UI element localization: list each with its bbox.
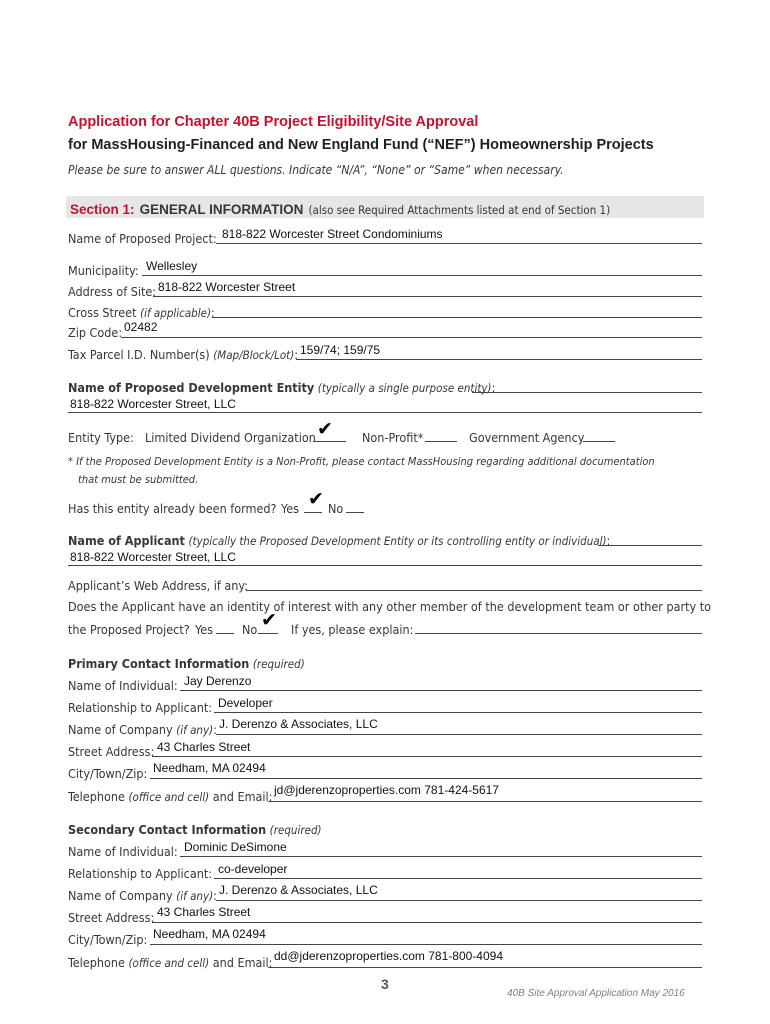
cross-street-label-group	[68, 305, 215, 320]
secondary-individual-label: Name of Individual:	[68, 844, 178, 859]
zip-label: Zip Code:	[68, 325, 123, 340]
identity-no-checkmark-icon: ✔	[261, 609, 277, 631]
web-address-label: Applicant’s Web Address, if any:	[68, 578, 248, 593]
primary-relationship-field[interactable]	[214, 712, 702, 713]
secondary-individual-field[interactable]	[180, 856, 702, 857]
entity-type-ldo-label: Limited Dividend Organization	[145, 430, 316, 445]
secondary-city-label: City/Town/Zip:	[68, 932, 148, 947]
entity-type-govt-field[interactable]	[583, 441, 615, 442]
nonprofit-footnote-line1: * If the Proposed Development Entity is a Non-Profit, please contact MassHousing regarding additional documentation	[68, 455, 655, 468]
secondary-street-label: Street Address:	[68, 910, 155, 925]
primary-individual-label: Name of Individual:	[68, 678, 178, 693]
form-subtitle: for MassHousing-Financed and New England Fund (“NEF”) Homeownership Projects	[68, 137, 654, 153]
secondary-individual-value: Dominic DeSimone	[184, 840, 287, 854]
web-address-field[interactable]	[246, 590, 702, 591]
entity-type-label: Entity Type:	[68, 430, 134, 445]
primary-street-value: 43 Charles Street	[157, 740, 251, 754]
secondary-street-field[interactable]	[152, 922, 702, 923]
primary-phone-note: (office and cell)	[128, 790, 210, 804]
entity-name-note: (typically a single purpose entity)	[317, 381, 492, 395]
parcel-note: (Map/Block/Lot)	[213, 348, 295, 362]
identity-explain-field[interactable]	[415, 633, 702, 634]
parcel-label-group	[68, 347, 298, 362]
secondary-city-field[interactable]	[150, 944, 702, 945]
secondary-city-value: Needham, MA 02494	[153, 927, 266, 941]
cross-street-field[interactable]	[212, 317, 702, 318]
secondary-phone-field[interactable]	[268, 967, 702, 968]
secondary-contact-required: (required)	[269, 823, 322, 837]
parcel-field[interactable]	[296, 359, 702, 360]
applicant-name-note: (typically the Proposed Development Entity or its controlling entity or individual)	[188, 534, 607, 548]
project-name-value: 818-822 Worcester Street Condominiums	[222, 227, 443, 241]
identity-explain-label: If yes, please explain:	[291, 622, 414, 637]
primary-company-note: (if any)	[176, 723, 214, 737]
primary-company-label: Name of Company	[68, 722, 173, 737]
entity-formed-question: Has this entity already been formed?	[68, 501, 277, 516]
address-label: Address of Site:	[68, 284, 157, 299]
zip-value: 02482	[124, 320, 158, 334]
primary-company-value: J. Derenzo & Associates, LLC	[219, 717, 378, 731]
page-number: 3	[381, 976, 389, 992]
secondary-phone-note: (office and cell)	[128, 956, 210, 970]
cross-street-colon: :	[211, 305, 215, 320]
secondary-relationship-label: Relationship to Applicant:	[68, 866, 213, 881]
parcel-label: Tax Parcel I.D. Number(s)	[68, 347, 210, 362]
primary-contact-heading: Primary Contact Information	[68, 656, 250, 671]
footer-doc-title: 40B Site Approval Application May 2016	[507, 988, 685, 999]
zip-field[interactable]	[121, 337, 702, 338]
secondary-phone-label-group	[68, 955, 272, 970]
section-note: (also see Required Attachments listed at end of Section 1)	[308, 203, 611, 217]
municipality-field[interactable]	[142, 275, 702, 276]
primary-contact-heading-group	[68, 656, 305, 671]
secondary-relationship-value: co-developer	[218, 862, 288, 876]
primary-phone-label-group	[68, 789, 272, 804]
entity-type-nonprofit-label: Non-Profit*	[362, 430, 424, 445]
section-name: GENERAL INFORMATION	[139, 202, 304, 217]
parcel-value: 159/74; 159/75	[300, 343, 381, 357]
primary-street-label: Street Address:	[68, 744, 155, 759]
primary-relationship-label: Relationship to Applicant:	[68, 700, 213, 715]
primary-email-label: and Email:	[212, 789, 273, 804]
primary-phone-field[interactable]	[268, 801, 702, 802]
secondary-company-label-group	[68, 888, 217, 903]
applicant-name-value: 818-822 Worcester Street, LLC	[70, 550, 236, 564]
entity-type-nonprofit-field[interactable]	[425, 441, 457, 442]
primary-city-value: Needham, MA 02494	[153, 761, 266, 775]
identity-question-line1: Does the Applicant have an identity of interest with any other member of the development team or other party to	[68, 599, 712, 614]
primary-individual-field[interactable]	[180, 690, 702, 691]
applicant-name-label: Name of Applicant	[68, 533, 185, 548]
primary-company-colon: :	[213, 722, 217, 737]
project-name-field[interactable]	[216, 243, 702, 244]
entity-name-value: 818-822 Worcester Street, LLC	[70, 397, 236, 411]
primary-phone-value: jd@jderenzoproperties.com 781-424-5617	[274, 783, 499, 797]
entity-type-govt-label: Government Agency	[469, 430, 585, 445]
ldo-checkmark-icon: ✔	[317, 418, 333, 440]
identity-no-label: No	[242, 622, 258, 637]
secondary-company-note: (if any)	[176, 889, 214, 903]
secondary-company-field[interactable]	[216, 900, 702, 901]
secondary-contact-heading-group	[68, 822, 322, 837]
primary-contact-required: (required)	[252, 657, 305, 671]
primary-individual-value: Jay Derenzo	[184, 674, 252, 688]
applicant-name-label-group	[68, 533, 610, 548]
primary-company-label-group	[68, 722, 217, 737]
secondary-phone-value: dd@jderenzoproperties.com 781-800-4094	[274, 949, 503, 963]
secondary-phone-label: Telephone	[68, 955, 125, 970]
primary-city-label: City/Town/Zip:	[68, 766, 148, 781]
entity-type-ldo-field[interactable]	[313, 441, 346, 442]
section-label: Section 1:	[70, 202, 135, 217]
project-name-label: Name of Proposed Project:	[68, 231, 217, 246]
municipality-label: Municipality:	[68, 263, 139, 278]
identity-no-field[interactable]	[258, 633, 278, 634]
secondary-contact-heading: Secondary Contact Information	[68, 822, 267, 837]
entity-name-field[interactable]	[68, 412, 702, 413]
entity-name-field-top[interactable]	[472, 392, 702, 393]
parcel-colon: :	[294, 347, 299, 362]
applicant-name-field-top[interactable]	[598, 545, 702, 546]
entity-formed-no-label: No	[328, 501, 344, 516]
applicant-name-field[interactable]	[68, 565, 702, 566]
entity-name-label-group	[68, 380, 495, 395]
applicant-name-colon: :	[606, 533, 611, 548]
address-value: 818-822 Worcester Street	[158, 280, 296, 294]
secondary-relationship-field[interactable]	[214, 878, 702, 879]
primary-city-field[interactable]	[150, 778, 702, 779]
primary-company-field[interactable]	[216, 734, 702, 735]
section-heading	[70, 199, 610, 218]
entity-formed-no-field[interactable]	[346, 512, 364, 513]
entity-formed-yes-label: Yes	[281, 501, 299, 516]
entity-name-colon: :	[491, 380, 496, 395]
formed-yes-checkmark-icon: ✔	[308, 488, 324, 510]
cross-street-label: Cross Street	[68, 305, 137, 320]
instructions: Please be sure to answer ALL questions. Indicate “N/A”, “None” or “Same” when necessary.	[68, 163, 564, 177]
primary-phone-label: Telephone	[68, 789, 125, 804]
primary-street-field[interactable]	[152, 756, 702, 757]
secondary-company-label: Name of Company	[68, 888, 173, 903]
secondary-email-label: and Email:	[212, 955, 273, 970]
nonprofit-footnote-line2: that must be submitted.	[78, 473, 199, 486]
secondary-street-value: 43 Charles Street	[157, 905, 251, 919]
address-field[interactable]	[153, 296, 702, 297]
municipality-value: Wellesley	[146, 259, 198, 273]
secondary-company-colon: :	[213, 888, 217, 903]
secondary-company-value: J. Derenzo & Associates, LLC	[219, 883, 378, 897]
entity-formed-yes-field[interactable]	[304, 512, 322, 513]
identity-yes-field[interactable]	[216, 633, 234, 634]
identity-yes-label: Yes	[195, 622, 213, 637]
primary-relationship-value: Developer	[218, 696, 273, 710]
cross-street-note: (if applicable)	[140, 306, 212, 320]
form-title: Application for Chapter 40B Project Eligibility/Site Approval	[68, 114, 479, 130]
identity-question-line2: the Proposed Project?	[68, 622, 190, 637]
entity-name-label: Name of Proposed Development Entity	[68, 380, 315, 395]
